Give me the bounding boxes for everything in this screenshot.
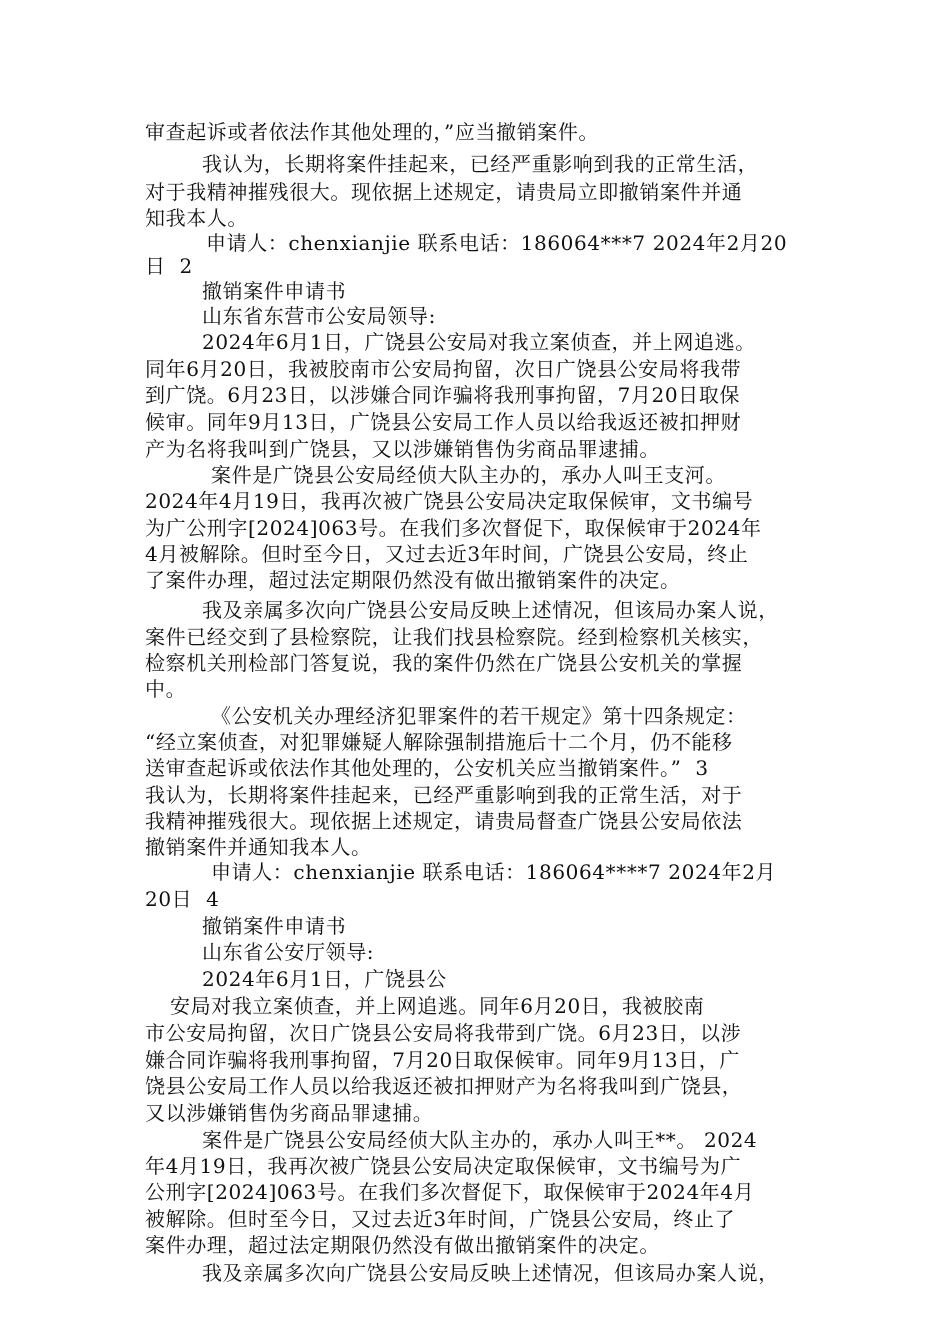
text-line: 撤销案件并通知我本人。 [145,835,372,859]
text-line: 我及亲属多次向广饶县公安局反映上述情况，但该局办案人说， [202,598,779,622]
section-title: 撤销案件申请书 [202,914,347,938]
page-number-line: 日 2 [145,254,193,278]
text-line: 案件已经交到了县检察院，让我们找县检察院。经到检察机关核实， [145,625,763,649]
text-line: 审查起诉或者依法作其他处理的，”应当撤销案件。 [145,120,600,144]
text-line: 我精神摧残很大。现依据上述规定，请贵局督查广饶县公安局依法 [145,809,743,833]
text-line: 2024年6月1日，广饶县公 [202,967,447,991]
text-line: 案件是广饶县公安局经侦大队主办的，承办人叫王支河。 [211,463,726,487]
addressee: 山东省东营市公安局领导: [202,304,436,328]
text-line: 饶县公安局工作人员以给我返还被扣押财产为名将我叫到广饶县， [145,1074,743,1098]
text-line: 《公安机关办理经济犯罪案件的若干规定》第十四条规定： [211,704,747,728]
text-line: 嫌合同诈骗将我刑事拘留，7月20日取保候审。同年9月13日，广 [145,1048,740,1072]
text-line: 为广公刑字[2024]063号。在我们多次督促下，取保候审于2024年 [145,516,762,540]
text-line: 又以涉嫌销售伪劣商品罪逮捕。 [145,1101,434,1125]
text-line: 送审查起诉或依法作其他处理的，公安机关应当撤销案件。” 3 [145,756,709,780]
text-line: 了案件办理，超过法定期限仍然没有做出撤销案件的决定。 [145,568,681,592]
text-line: “经立案侦查，对犯罪嫌疑人解除强制措施后十二个月，仍不能移 [145,730,733,754]
text-line: 我认为，长期将案件挂起来，已经严重影响到我的正常生活， [202,152,759,176]
text-line: 2024年6月1日，广饶县公安局对我立案侦查，并上网追逃。 [202,330,756,354]
text-line: 市公安局拘留，次日广饶县公安局将我带到广饶。6月23日，以涉 [145,1021,742,1045]
text-line: 产为名将我叫到广饶县，又以涉嫌销售伪劣商品罪逮捕。 [145,437,660,461]
text-line: 我认为，长期将案件挂起来，已经严重影响到我的正常生活，对于 [145,783,743,807]
text-line: 我及亲属多次向广饶县公安局反映上述情况，但该局办案人说， [202,1261,779,1285]
text-line: 案件是广饶县公安局经侦大队主办的，承办人叫王**。 2024 [202,1128,758,1152]
text-line: 4月被解除。但时至今日，又过去近3年时间，广饶县公安局，终止 [145,542,749,566]
text-line: 公刑字[2024]063号。在我们多次督促下，取保候审于2024年4月 [145,1180,755,1204]
text-line: 案件办理，超过法定期限仍然没有做出撤销案件的决定。 [145,1233,660,1257]
text-line: 知我本人。 [145,206,248,230]
signature-line: 申请人：chenxianjie 联系电话：186064***7 2024年2月20 [206,231,788,255]
text-line: 候审。同年9月13日，广饶县公安局工作人员以给我返还被扣押财 [145,410,742,434]
section-title: 撤销案件申请书 [202,279,347,303]
text-line: 安局对我立案侦查，并上网追逃。同年6月20日，我被胶南 [170,994,705,1018]
text-line: 对于我精神摧残很大。现依据上述规定，请贵局立即撤销案件并通 [145,180,743,204]
text-line: 到广饶。6月23日，以涉嫌合同诈骗将我刑事拘留，7月20日取保 [145,383,740,407]
addressee: 山东省公安厅领导: [202,940,375,964]
text-line: 年4月19日，我再次被广饶县公安局决定取保候审，文书编号为广 [145,1154,742,1178]
text-line: 2024年4月19日，我再次被广饶县公安局决定取保候审，文书编号 [145,489,754,513]
text-line: 同年6月20日，我被胶南市公安局拘留，次日广饶县公安局将我带 [145,357,742,381]
text-line: 被解除。但时至今日，又过去近3年时间，广饶县公安局，终止了 [145,1207,736,1231]
page-number-line: 20日 4 [145,887,220,911]
signature-line: 申请人：chenxianjie 联系电话：186064****7 2024年2月 [211,860,777,884]
text-line: 中。 [145,677,187,701]
text-line: 检察机关刑检部门答复说，我的案件仍然在广饶县公安机关的掌握 [145,651,743,675]
